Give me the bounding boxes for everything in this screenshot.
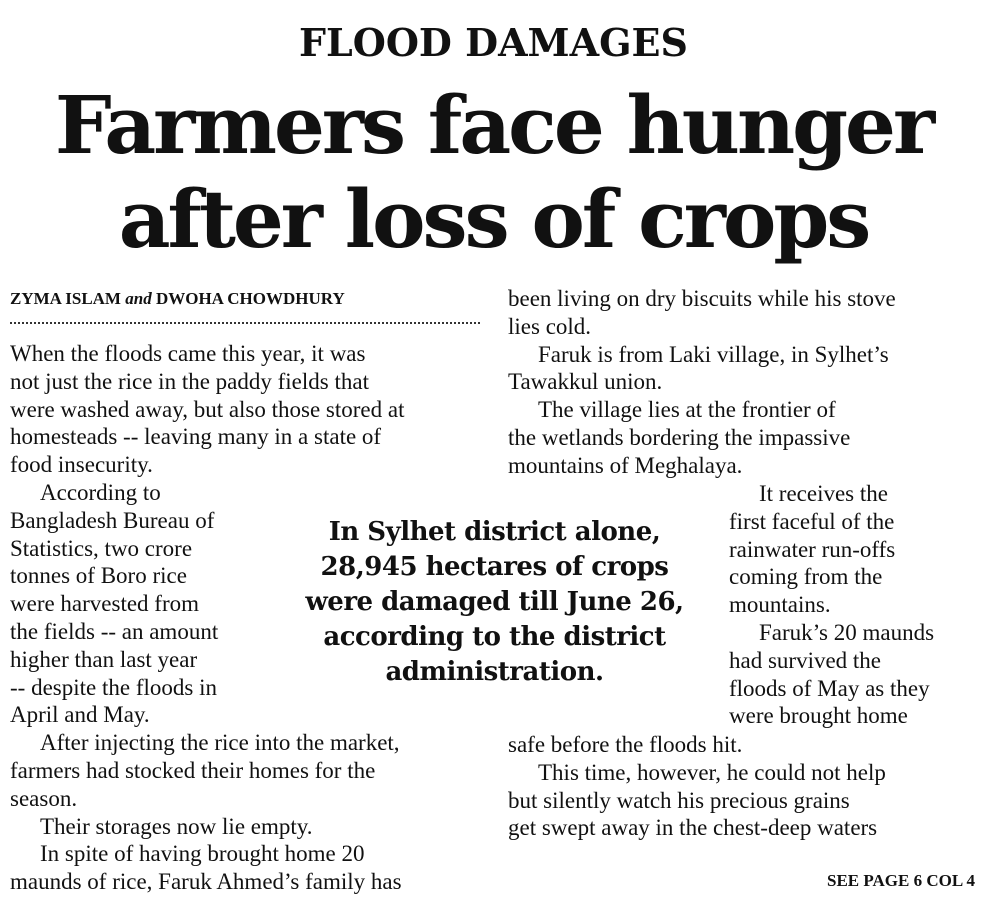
kicker: FLOOD DAMAGES bbox=[299, 20, 688, 65]
text-line: were brought home bbox=[729, 703, 908, 729]
text-line: Statistics, two crore bbox=[10, 535, 193, 561]
text-line: homesteads -- leaving many in a state of bbox=[10, 424, 382, 450]
article-column-right-top bbox=[508, 285, 896, 480]
byline-author: DWOHA CHOWDHURY bbox=[155, 289, 345, 308]
headline-line: Farmers face hunger bbox=[54, 78, 933, 172]
text-line: the fields -- an amount bbox=[10, 618, 219, 644]
text-line: food insecurity. bbox=[10, 452, 153, 478]
text-line: but silently watch his precious grains bbox=[508, 787, 850, 813]
pull-quote-line: In Sylhet district alone, bbox=[328, 517, 661, 547]
pull-quote-line: were damaged till June 26, bbox=[305, 587, 684, 617]
text-line: not just the rice in the paddy fields that bbox=[10, 368, 369, 394]
text-line: were washed away, but also those stored at bbox=[10, 396, 405, 422]
headline bbox=[0, 78, 987, 266]
text-line: had survived the bbox=[729, 647, 882, 673]
text-line: Their storages now lie empty. bbox=[40, 813, 313, 839]
text-line: After injecting the rice into the market, bbox=[40, 730, 400, 756]
continuation-reference: SEE PAGE 6 COL 4 bbox=[827, 871, 975, 890]
text-line: were harvested from bbox=[10, 591, 200, 617]
pull-quote-line: according to the district bbox=[323, 622, 666, 652]
text-line: According to bbox=[40, 479, 161, 505]
byline bbox=[10, 289, 480, 309]
text-line: -- despite the floods in bbox=[10, 674, 217, 700]
pull-quote-line: 28,945 hectares of crops bbox=[320, 552, 669, 582]
text-line: When the floods came this year, it was bbox=[10, 341, 366, 366]
pull-quote bbox=[282, 515, 707, 690]
text-line: the wetlands bordering the impassive bbox=[508, 424, 851, 450]
byline-divider bbox=[10, 322, 480, 324]
text-line: This time, however, he could not help bbox=[538, 759, 886, 785]
text-line: Bangladesh Bureau of bbox=[10, 507, 215, 533]
article-column-right-bottom bbox=[508, 731, 886, 842]
text-line: been living on dry biscuits while his stove bbox=[508, 286, 896, 311]
text-line: coming from the bbox=[729, 564, 883, 590]
text-line: mountains. bbox=[729, 592, 831, 618]
text-line: April and May. bbox=[10, 702, 150, 728]
text-line: farmers had stocked their homes for the bbox=[10, 757, 376, 783]
text-line: rainwater run-offs bbox=[729, 536, 896, 562]
text-line: tonnes of Boro rice bbox=[10, 563, 187, 589]
text-line: mountains of Meghalaya. bbox=[508, 452, 743, 478]
text-line: floods of May as they bbox=[729, 675, 930, 701]
text-line: season. bbox=[10, 785, 78, 811]
text-line: maunds of rice, Faruk Ahmed’s family has bbox=[10, 869, 402, 895]
text-line: safe before the floods hit. bbox=[508, 732, 743, 757]
text-line: higher than last year bbox=[10, 646, 198, 672]
text-line: get swept away in the chest-deep waters bbox=[508, 815, 878, 841]
article-column-right-narrow bbox=[729, 480, 934, 730]
byline-conjunction: and bbox=[125, 289, 152, 308]
text-line: Tawakkul union. bbox=[508, 369, 663, 395]
text-line: In spite of having brought home 20 bbox=[40, 841, 365, 867]
pull-quote-line: administration. bbox=[385, 657, 604, 687]
text-line: Faruk is from Laki village, in Sylhet’s bbox=[538, 341, 889, 367]
text-line: The village lies at the frontier of bbox=[538, 397, 836, 423]
byline-author: ZYMA ISLAM bbox=[10, 289, 121, 308]
text-line: Faruk’s 20 maunds bbox=[759, 619, 935, 645]
text-line: first faceful of the bbox=[729, 508, 895, 534]
headline-line: after loss of crops bbox=[118, 172, 869, 266]
text-line: It receives the bbox=[759, 481, 888, 506]
text-line: lies cold. bbox=[508, 313, 592, 339]
